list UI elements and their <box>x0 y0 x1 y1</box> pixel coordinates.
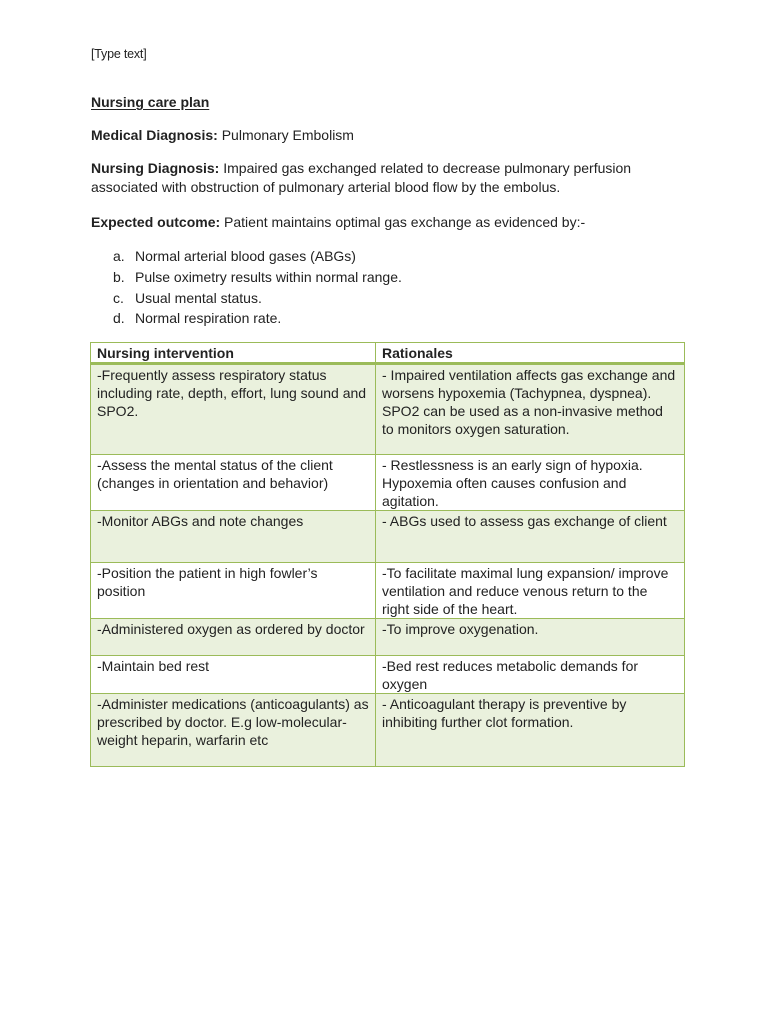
rationale-cell: -Bed rest reduces metabolic demands for oxygen <box>376 656 685 694</box>
intervention-cell: -Maintain bed rest <box>91 656 376 694</box>
medical-diagnosis <box>91 126 691 145</box>
table-row <box>91 511 685 563</box>
list-item-text: Normal respiration rate. <box>135 310 282 327</box>
column-header-rationale: Rationales <box>376 343 685 364</box>
header-placeholder: [Type text] <box>91 47 147 61</box>
list-item <box>91 246 402 267</box>
rationale-cell: - Restlessness is an early sign of hypoxia. Hypoxemia often causes confusion and agitation. <box>376 455 685 511</box>
table-row <box>91 563 685 619</box>
table-row <box>91 619 685 656</box>
intervention-cell: -Position the patient in high fowler’s position <box>91 563 376 619</box>
column-header-intervention: Nursing intervention <box>91 343 376 364</box>
medical-diagnosis-label: Medical Diagnosis: <box>91 127 218 143</box>
table-header-row <box>91 343 685 364</box>
list-item-text: Usual mental status. <box>135 289 262 306</box>
list-item <box>91 308 402 329</box>
intervention-cell: -Assess the mental status of the client (changes in orientation and behavior) <box>91 455 376 511</box>
nursing-diagnosis-label: Nursing Diagnosis: <box>91 160 220 176</box>
rationale-cell: -To improve oxygenation. <box>376 619 685 656</box>
list-item <box>91 267 402 288</box>
nursing-diagnosis <box>91 159 691 196</box>
intervention-cell: -Administered oxygen as ordered by doctor <box>91 619 376 656</box>
intervention-cell: -Frequently assess respiratory status including rate, depth, effort, lung sound and SPO2. <box>91 364 376 455</box>
table-row <box>91 694 685 767</box>
care-plan-table <box>90 342 685 767</box>
list-marker: a. <box>113 248 125 264</box>
medical-diagnosis-value: Pulmonary Embolism <box>221 127 354 143</box>
list-marker: b. <box>113 268 125 285</box>
page-title: Nursing care plan <box>91 94 210 110</box>
rationale-cell: - ABGs used to assess gas exchange of client <box>376 511 685 563</box>
list-marker: d. <box>113 310 125 327</box>
outcome-list <box>91 246 402 329</box>
expected-outcome-label: Expected outcome: <box>91 214 221 230</box>
rationale-cell: - Anticoagulant therapy is preventive by inhibiting further clot formation. <box>376 694 685 767</box>
rationale-cell: -To facilitate maximal lung expansion/ improve ventilation and reduce venous return to the right side of the heart. <box>376 563 685 619</box>
intervention-cell: -Monitor ABGs and note changes <box>91 511 376 563</box>
table-row <box>91 455 685 511</box>
nursing-diagnosis-value: Impaired gas exchanged related to decrease pulmonary perfusion associated with obstruction of pulmonary arterial blood flow by the embolus. <box>91 160 632 195</box>
table-row <box>91 364 685 455</box>
list-item <box>91 288 402 309</box>
rationale-cell: - Impaired ventilation affects gas exchange and worsens hypoxemia (Tachypnea, dyspnea). SPO2 can be used as a non-invasive method to monitors oxygen saturation. <box>376 364 685 455</box>
expected-outcome-value: Patient maintains optimal gas exchange as evidenced by:- <box>224 214 586 230</box>
list-item-text: Pulse oximetry results within normal range. <box>135 268 402 285</box>
list-item-text: Normal arterial blood gases (ABGs) <box>135 248 356 264</box>
intervention-cell: -Administer medications (anticoagulants) as prescribed by doctor. E.g low-molecular-weight heparin, warfarin etc <box>91 694 376 767</box>
list-marker: c. <box>113 289 124 306</box>
table-row <box>91 656 685 694</box>
expected-outcome <box>91 213 691 232</box>
